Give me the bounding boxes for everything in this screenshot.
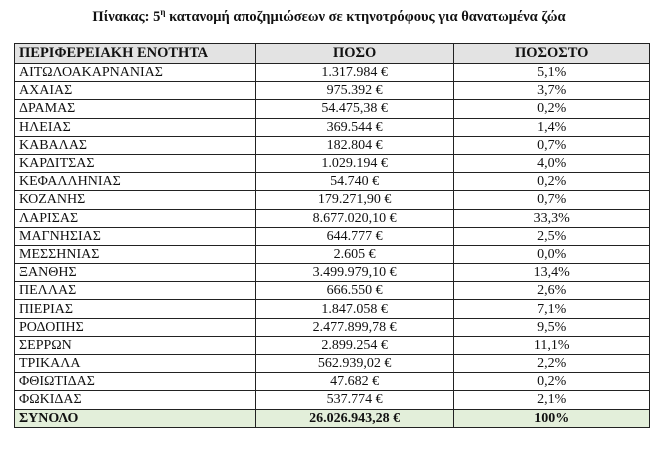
percentage-cell: 0,2% bbox=[454, 100, 650, 118]
region-cell: ΑΙΤΩΛΟΑΚΑΡΝΑΝΙΑΣ bbox=[15, 64, 256, 82]
region-cell: ΜΕΣΣΗΝΙΑΣ bbox=[15, 245, 256, 263]
amount-cell: 666.550 € bbox=[255, 282, 454, 300]
region-cell: ΞΑΝΘΗΣ bbox=[15, 264, 256, 282]
amount-cell: 2.899.254 € bbox=[255, 336, 454, 354]
table-row bbox=[15, 173, 650, 191]
amount-cell: 54.475,38 € bbox=[255, 100, 454, 118]
percentage-cell: 2,2% bbox=[454, 355, 650, 373]
compensation-table bbox=[14, 43, 650, 428]
table-row bbox=[15, 391, 650, 409]
region-cell: ΤΡΙΚΑΛΑ bbox=[15, 355, 256, 373]
table-row bbox=[15, 154, 650, 172]
region-cell: ΚΑΒΑΛΑΣ bbox=[15, 136, 256, 154]
table-row bbox=[15, 300, 650, 318]
percentage-cell: 7,1% bbox=[454, 300, 650, 318]
amount-cell: 182.804 € bbox=[255, 136, 454, 154]
header-row bbox=[15, 44, 650, 64]
amount-cell: 1.317.984 € bbox=[255, 64, 454, 82]
percentage-cell: 2,6% bbox=[454, 282, 650, 300]
amount-cell: 1.029.194 € bbox=[255, 154, 454, 172]
table-row bbox=[15, 264, 650, 282]
table-row bbox=[15, 82, 650, 100]
header-percentage: ΠΟΣΟΣΤΟ bbox=[454, 44, 650, 64]
percentage-cell: 0,0% bbox=[454, 245, 650, 263]
header-region: ΠΕΡΙΦΕΡΕΙΑΚΗ ΕΝΟΤΗΤΑ bbox=[15, 44, 256, 64]
percentage-cell: 33,3% bbox=[454, 209, 650, 227]
percentage-cell: 100% bbox=[454, 409, 650, 427]
table-row bbox=[15, 373, 650, 391]
table-row bbox=[15, 100, 650, 118]
region-cell: ΚΕΦΑΛΛΗΝΙΑΣ bbox=[15, 173, 256, 191]
title-superscript: η bbox=[160, 7, 166, 17]
percentage-cell: 1,4% bbox=[454, 118, 650, 136]
percentage-cell: 2,5% bbox=[454, 227, 650, 245]
amount-cell: 644.777 € bbox=[255, 227, 454, 245]
table-row bbox=[15, 282, 650, 300]
amount-cell: 537.774 € bbox=[255, 391, 454, 409]
region-cell: ΚΟΖΑΝΗΣ bbox=[15, 191, 256, 209]
header-amount: ΠΟΣΟ bbox=[255, 44, 454, 64]
table-row bbox=[15, 318, 650, 336]
table-title bbox=[0, 7, 658, 26]
amount-cell: 8.677.020,10 € bbox=[255, 209, 454, 227]
percentage-cell: 0,7% bbox=[454, 136, 650, 154]
region-cell: ΑΧΑΙΑΣ bbox=[15, 82, 256, 100]
table-row bbox=[15, 64, 650, 82]
region-cell: ΗΛΕΙΑΣ bbox=[15, 118, 256, 136]
table-row bbox=[15, 245, 650, 263]
amount-cell: 369.544 € bbox=[255, 118, 454, 136]
amount-cell: 179.271,90 € bbox=[255, 191, 454, 209]
title-prefix: Πίνακας: 5 bbox=[92, 8, 161, 25]
amount-cell: 26.026.943,28 € bbox=[255, 409, 454, 427]
region-cell: ΣΕΡΡΩΝ bbox=[15, 336, 256, 354]
total-row bbox=[15, 409, 650, 427]
amount-cell: 2.605 € bbox=[255, 245, 454, 263]
table-row bbox=[15, 336, 650, 354]
percentage-cell: 5,1% bbox=[454, 64, 650, 82]
region-cell: ΡΟΔΟΠΗΣ bbox=[15, 318, 256, 336]
region-cell: ΔΡΑΜΑΣ bbox=[15, 100, 256, 118]
region-cell: ΠΕΛΛΑΣ bbox=[15, 282, 256, 300]
table-row bbox=[15, 227, 650, 245]
amount-cell: 47.682 € bbox=[255, 373, 454, 391]
amount-cell: 54.740 € bbox=[255, 173, 454, 191]
table-row bbox=[15, 136, 650, 154]
title-suffix: κατανομή αποζημιώσεων σε κτηνοτρόφους για θανατωμένα ζώα bbox=[165, 8, 566, 25]
amount-cell: 1.847.058 € bbox=[255, 300, 454, 318]
amount-cell: 975.392 € bbox=[255, 82, 454, 100]
table-row bbox=[15, 191, 650, 209]
table-row bbox=[15, 118, 650, 136]
amount-cell: 3.499.979,10 € bbox=[255, 264, 454, 282]
region-cell: ΣΥΝΟΛΟ bbox=[15, 409, 256, 427]
table-row bbox=[15, 355, 650, 373]
region-cell: ΦΩΚΙΔΑΣ bbox=[15, 391, 256, 409]
percentage-cell: 3,7% bbox=[454, 82, 650, 100]
region-cell: ΜΑΓΝΗΣΙΑΣ bbox=[15, 227, 256, 245]
region-cell: ΠΙΕΡΙΑΣ bbox=[15, 300, 256, 318]
region-cell: ΚΑΡΔΙΤΣΑΣ bbox=[15, 154, 256, 172]
percentage-cell: 0,2% bbox=[454, 373, 650, 391]
percentage-cell: 11,1% bbox=[454, 336, 650, 354]
region-cell: ΦΘΙΩΤΙΔΑΣ bbox=[15, 373, 256, 391]
percentage-cell: 0,2% bbox=[454, 173, 650, 191]
percentage-cell: 13,4% bbox=[454, 264, 650, 282]
amount-cell: 562.939,02 € bbox=[255, 355, 454, 373]
percentage-cell: 4,0% bbox=[454, 154, 650, 172]
percentage-cell: 9,5% bbox=[454, 318, 650, 336]
percentage-cell: 2,1% bbox=[454, 391, 650, 409]
table-row bbox=[15, 209, 650, 227]
region-cell: ΛΑΡΙΣΑΣ bbox=[15, 209, 256, 227]
amount-cell: 2.477.899,78 € bbox=[255, 318, 454, 336]
percentage-cell: 0,7% bbox=[454, 191, 650, 209]
